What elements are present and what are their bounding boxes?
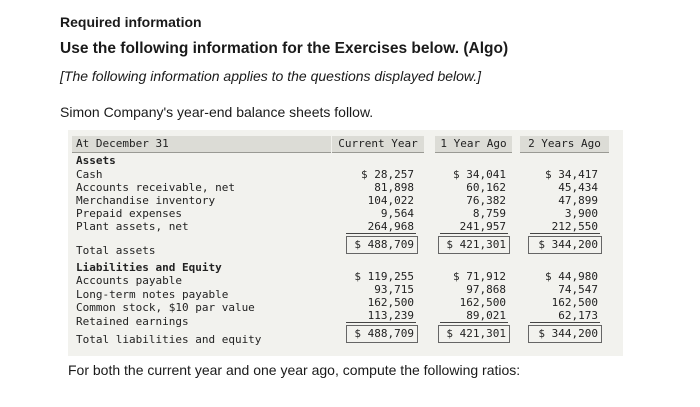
total-assets-two-years: $ 344,200 <box>538 238 598 251</box>
notes-two-years: 74,547 <box>558 283 598 296</box>
stock-two-years: 162,500 <box>551 296 598 309</box>
retained-two-years: 62,173 <box>558 309 598 322</box>
inventory-one-year: 76,382 <box>466 194 506 207</box>
retained-one-year: 89,021 <box>466 309 506 322</box>
assets-subtotal-rule-current <box>346 233 416 234</box>
assets-heading: Assets <box>76 154 116 167</box>
liabilities-heading: Liabilities and Equity <box>76 261 222 274</box>
total-assets-one-year: $ 421,301 <box>446 238 506 251</box>
ar-two-years: 45,434 <box>558 181 598 194</box>
liab-subtotal-rule-current <box>346 322 416 323</box>
liab-subtotal-rule-one-year <box>440 322 508 323</box>
intro-text: Simon Company's year-end balance sheets follow. <box>60 104 374 120</box>
inventory-two-years: 47,899 <box>558 194 598 207</box>
row-label-total-liabilities-equity: Total liabilities and equity <box>76 333 262 346</box>
header-one-year-ago: 1 Year Ago <box>435 136 512 153</box>
header-at-december: At December 31 <box>72 136 331 153</box>
header-current-year: Current Year <box>332 136 424 153</box>
row-label-accounts-receivable: Accounts receivable, net <box>76 181 235 194</box>
cash-one-year: $ 34,041 <box>453 168 506 181</box>
plant-two-years: 212,550 <box>551 220 598 233</box>
required-information-label: Required information <box>60 14 202 30</box>
exercise-heading: Use the following information for the Exercises below. (Algo) <box>60 40 509 57</box>
total-le-two-years: $ 344,200 <box>538 327 598 340</box>
ap-two-years: $ 44,980 <box>545 270 598 283</box>
retained-current: 113,239 <box>367 309 414 322</box>
cash-two-years: $ 34,417 <box>545 168 598 181</box>
row-label-plant-assets: Plant assets, net <box>76 220 189 233</box>
row-label-retained-earnings: Retained earnings <box>76 315 189 328</box>
assets-subtotal-rule-one-year <box>440 233 508 234</box>
total-le-one-year: $ 421,301 <box>446 327 506 340</box>
row-label-long-term-notes: Long-term notes payable <box>76 288 229 301</box>
prepaid-two-years: 3,900 <box>564 207 598 220</box>
notes-one-year: 97,868 <box>466 283 506 296</box>
prepaid-one-year: 8,759 <box>472 207 506 220</box>
assets-subtotal-rule-two-years <box>530 233 600 234</box>
total-le-current: $ 488,709 <box>354 327 414 340</box>
footer-instruction: For both the current year and one year ago, compute the following ratios: <box>68 362 521 378</box>
stock-current: 162,500 <box>367 296 414 309</box>
balance-sheet <box>68 130 623 356</box>
row-label-common-stock: Common stock, $10 par value <box>76 301 255 314</box>
row-label-accounts-payable: Accounts payable <box>76 274 182 287</box>
ar-one-year: 60,162 <box>466 181 506 194</box>
plant-current: 264,968 <box>367 220 414 233</box>
row-label-total-assets: Total assets <box>76 244 156 257</box>
prepaid-current: 9,564 <box>380 207 414 220</box>
row-label-prepaid-expenses: Prepaid expenses <box>76 207 182 220</box>
row-label-merchandise-inventory: Merchandise inventory <box>76 194 216 207</box>
stock-one-year: 162,500 <box>459 296 506 309</box>
ap-one-year: $ 71,912 <box>453 270 506 283</box>
cash-current: $ 28,257 <box>361 168 414 181</box>
notes-current: 93,715 <box>374 283 414 296</box>
exercise-note: [The following information applies to the questions displayed below.] <box>60 68 482 84</box>
header-two-years-ago: 2 Years Ago <box>520 136 609 153</box>
ap-current: $ 119,255 <box>354 270 414 283</box>
row-label-cash: Cash <box>76 168 103 181</box>
total-assets-current: $ 488,709 <box>354 238 414 251</box>
liab-subtotal-rule-two-years <box>530 322 600 323</box>
plant-one-year: 241,957 <box>459 220 506 233</box>
ar-current: 81,898 <box>374 181 414 194</box>
inventory-current: 104,022 <box>367 194 414 207</box>
